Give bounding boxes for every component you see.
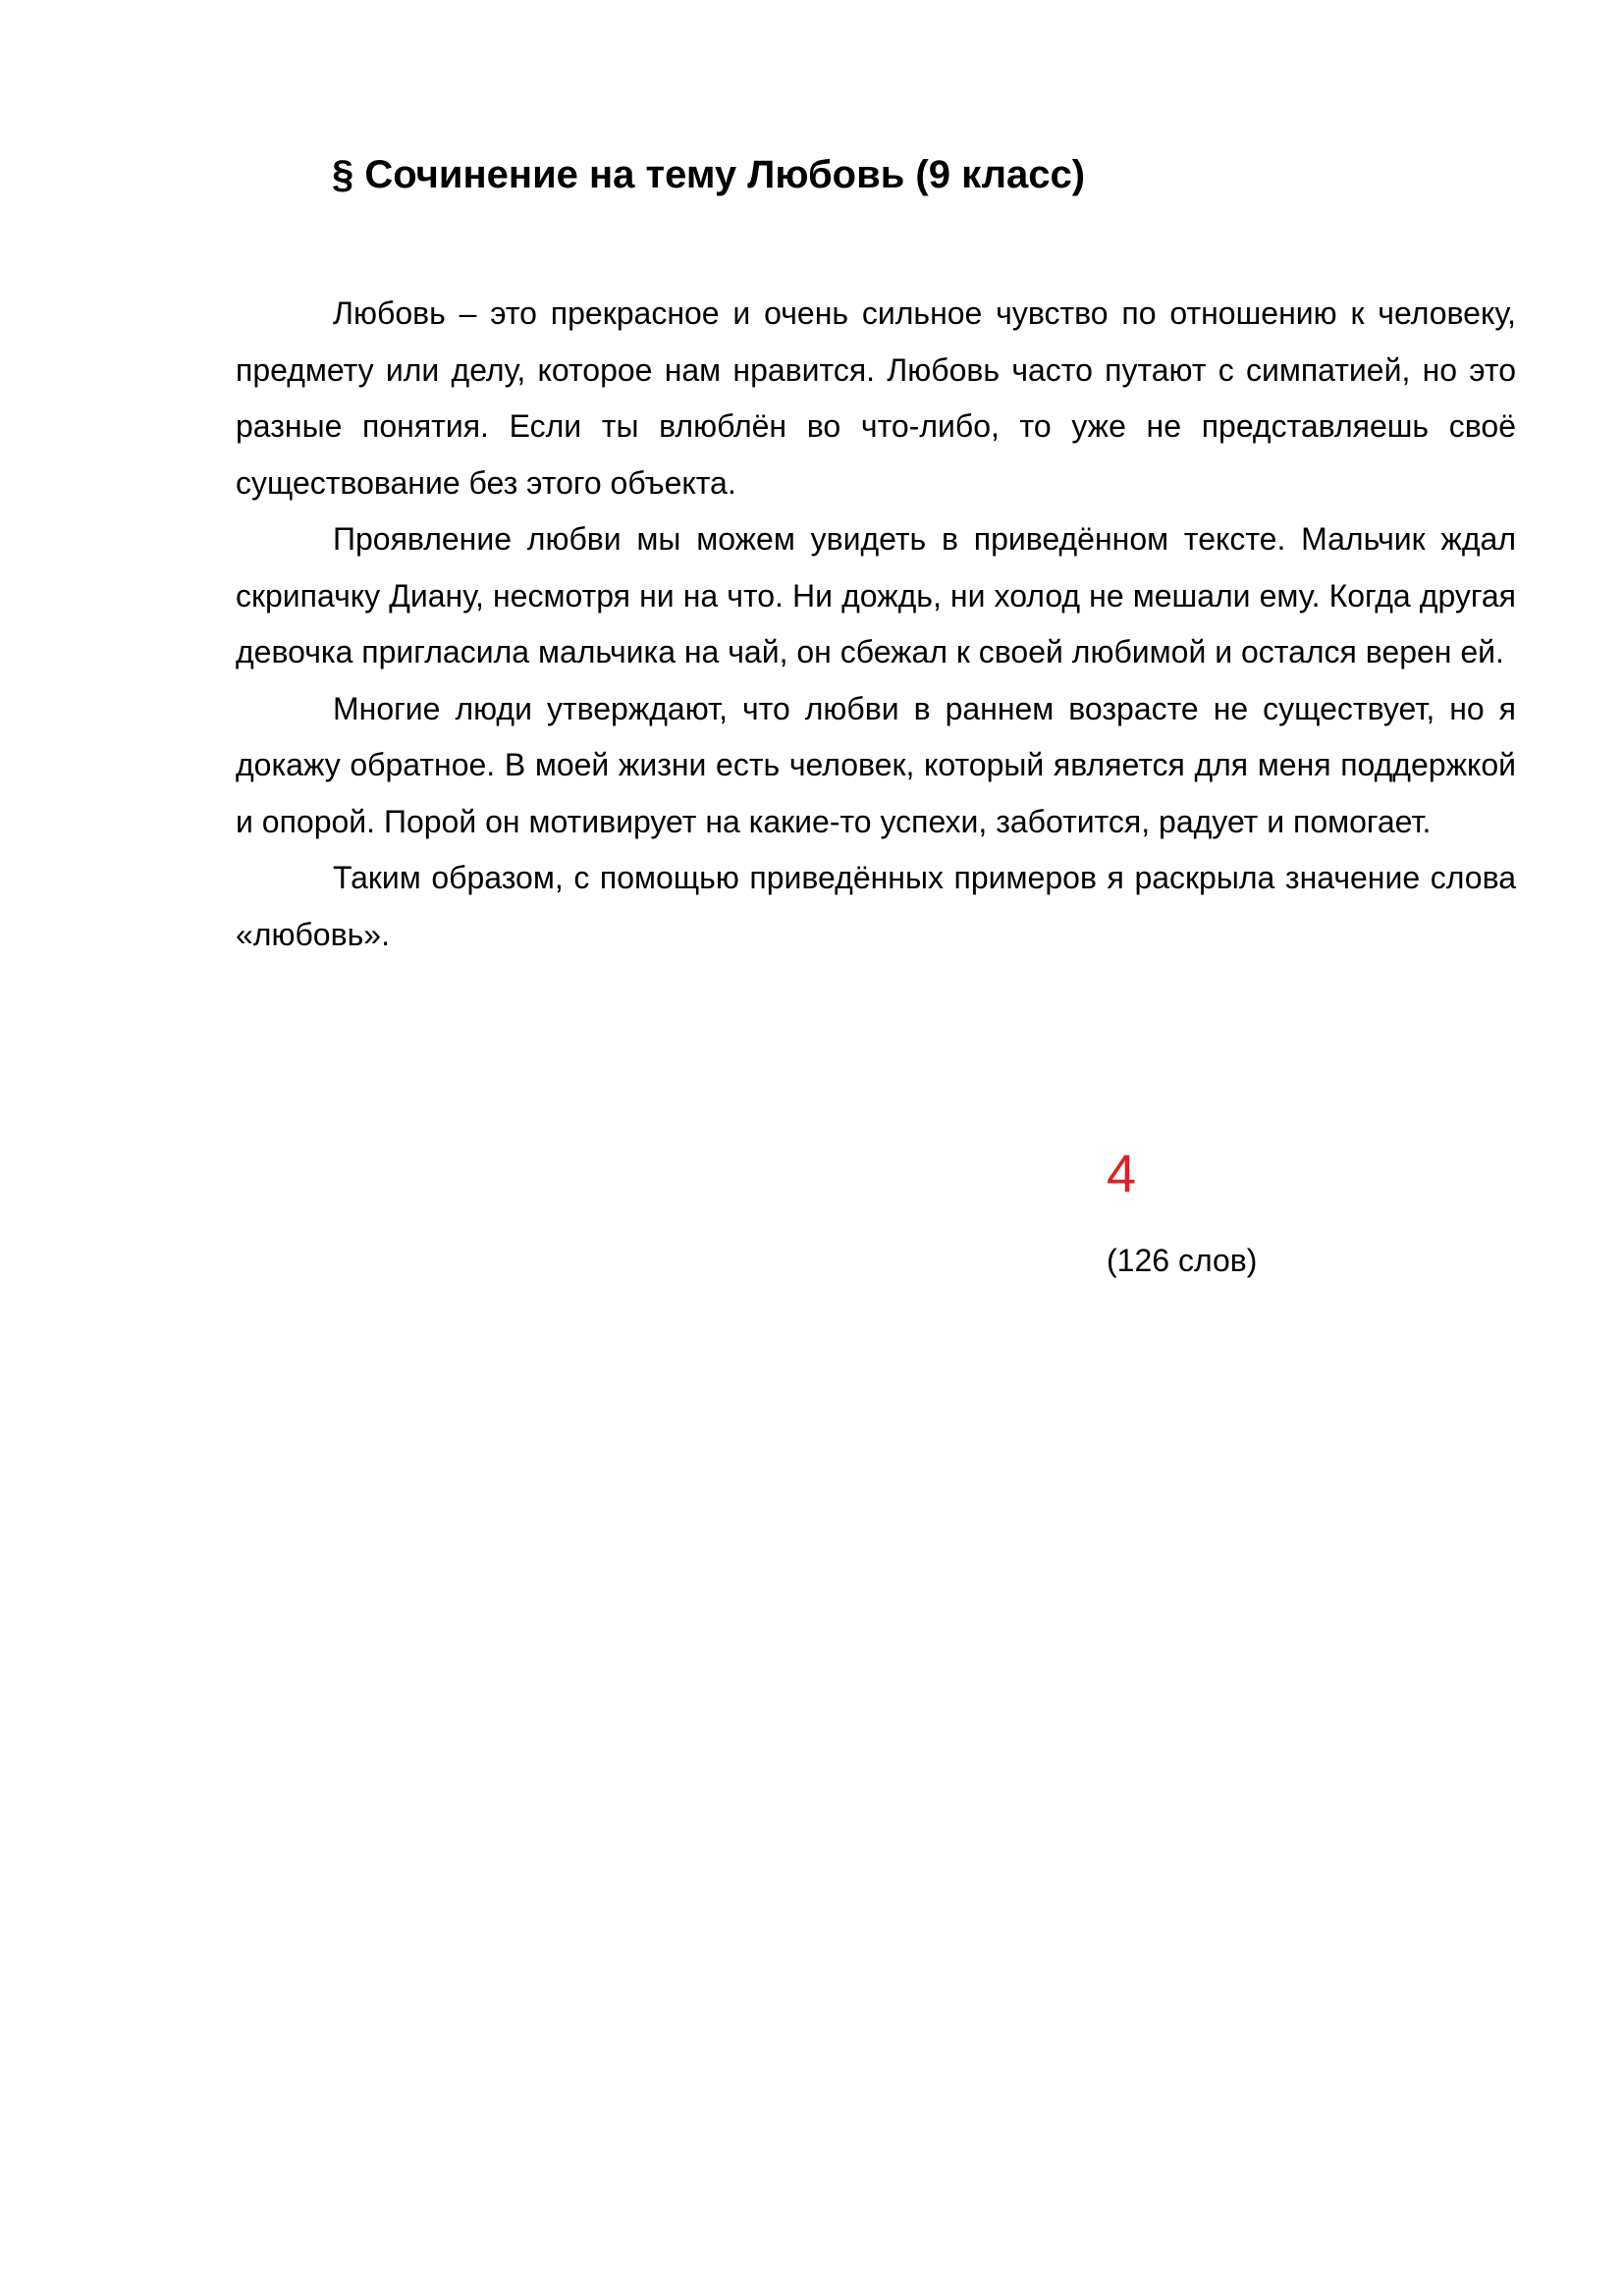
essay-paragraph-3: Многие люди утверждают, что любви в раннем возрасте не существует, но я докажу обратное. В моей жизни есть человек, который является для меня поддержкой и опорой. Порой он мотивирует на какие-то успехи, заботится, радует и помогает. — [236, 690, 1516, 839]
page-title: § Сочинение на тему Любовь (9 класс) — [332, 153, 1086, 196]
grade-mark: 4 — [1107, 1145, 1137, 1203]
essay-paragraph-4: Таким образом, с помощью приведённых примеров я раскрыла значение слова «любовь». — [236, 860, 1516, 952]
essay-paragraph-2: Проявление любви мы можем увидеть в приведённом тексте. Мальчик ждал скрипачку Диану, несмотря ни на что. Ни дождь, ни холод не мешали ему. Когда другая девочка пригласила мальчика на чай, он сбежал к своей любимой и остался верен ей. — [236, 521, 1516, 669]
word-count: (126 слов) — [1107, 1243, 1258, 1278]
essay-paragraph-1: Любовь – это прекрасное и очень сильное чувство по отношению к человеку, предмету или делу, которое нам нравится. Любовь часто путают с симпатией, но это разные понятия. Если ты влюблён во что-либо, то уже не представляешь своё существование без этого объекта. — [236, 295, 1516, 501]
essay-body — [236, 286, 1516, 963]
